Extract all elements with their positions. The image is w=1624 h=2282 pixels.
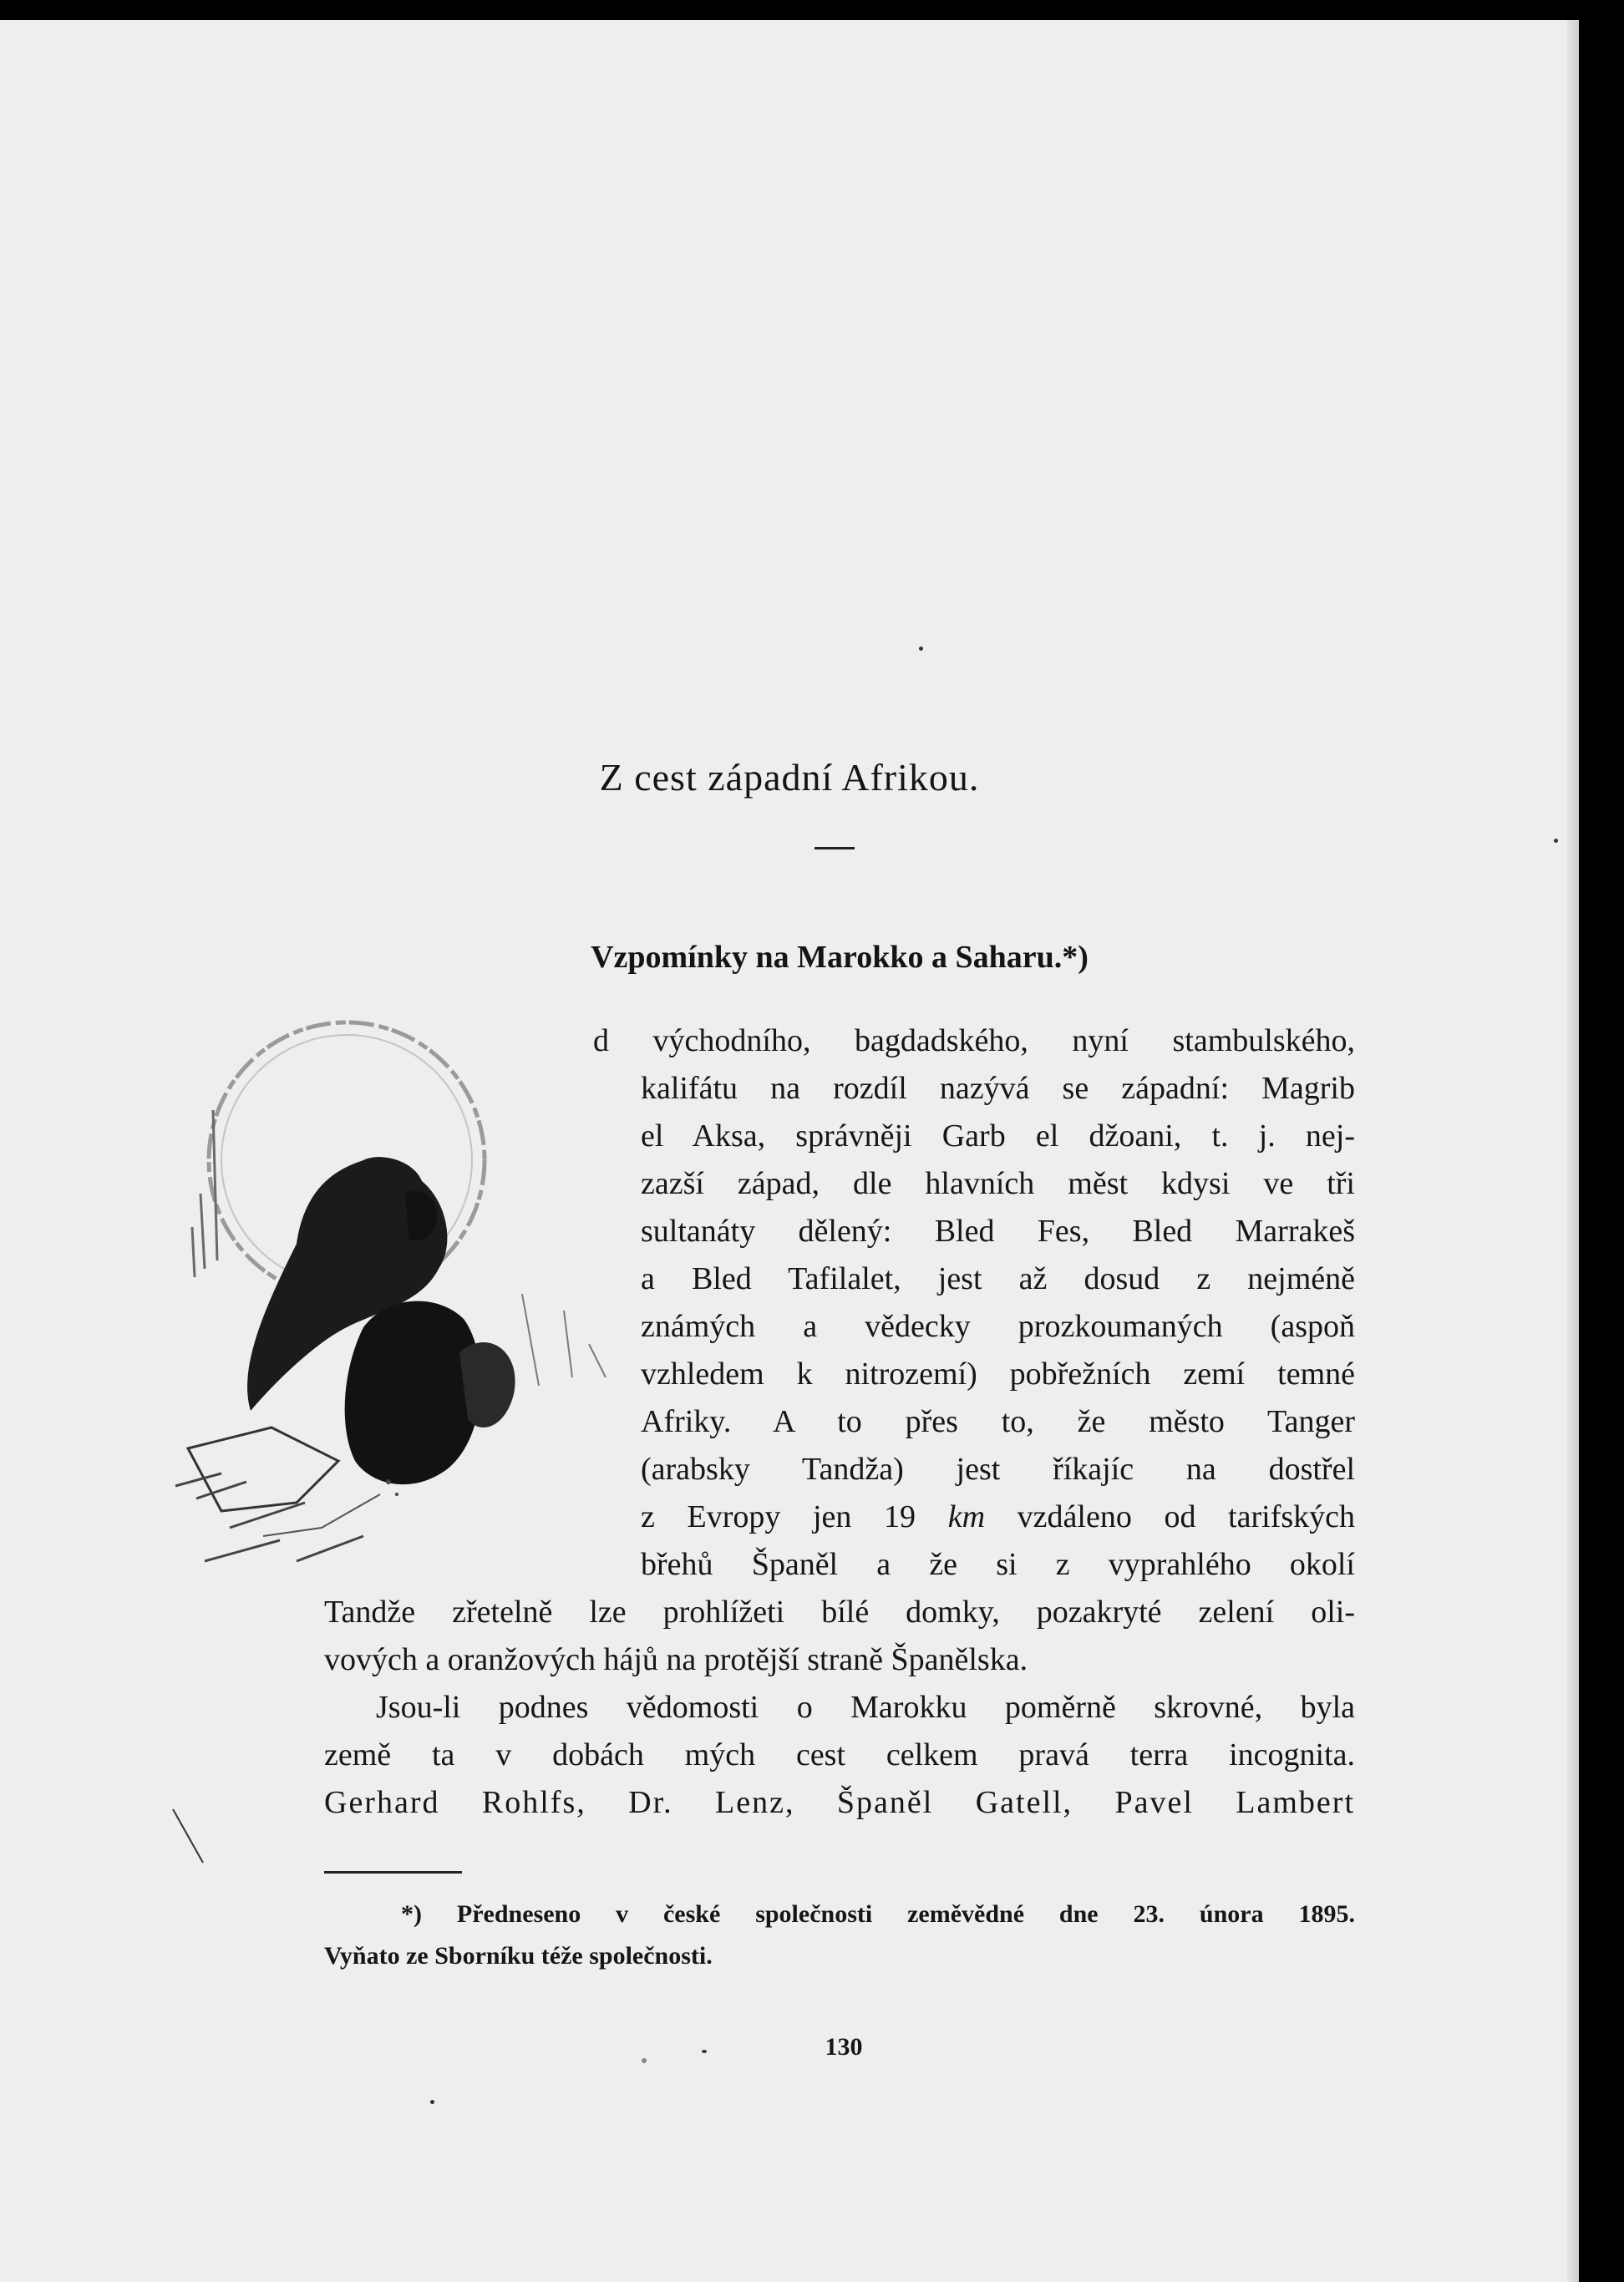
initial-o-illustration	[171, 993, 627, 1578]
body-line-1: d východního, bagdadského, nyní stambulského,	[593, 1023, 1355, 1058]
book-page	[0, 20, 1579, 2282]
footnote-divider	[324, 1871, 462, 1874]
page-edge	[1567, 20, 1579, 2282]
speck	[919, 647, 923, 651]
body-line-7: známých a vědecky prozkoumaných (aspoň	[641, 1309, 1355, 1344]
body-line-4: zazší západ, dle hlavních měst kdysi ve tři	[641, 1166, 1355, 1201]
body-line-16: země ta v dobách mých cest celkem pravá terra incognita.	[324, 1737, 1355, 1772]
title-divider	[815, 847, 855, 849]
body-line-13: Tandže zřetelně lze prohlížeti bílé domky, pozakryté zelení oli-	[324, 1595, 1355, 1630]
body-line-8: vzhledem k nitrozemí) pobřežních zemí temné	[641, 1357, 1355, 1392]
body-line-6: a Bled Tafilalet, jest až dosud z nejméně	[641, 1261, 1355, 1296]
body-line-5: sultanáty dělený: Bled Fes, Bled Marrakeš	[641, 1214, 1355, 1249]
footnote-line-2: Vyňato ze Sborníku téže společnosti.	[324, 1942, 713, 1970]
body-line-12: břehů Španěl a že si z vyprahlého okolí	[641, 1547, 1355, 1582]
body-line-15: Jsou-li podnes vědomosti o Marokku poměrně skrovné, byla	[376, 1690, 1355, 1725]
speck	[642, 2058, 647, 2063]
body-line-11-end: vzdáleno od tarifských	[1017, 1499, 1356, 1534]
footnote-line-1: *) Předneseno v české společnosti zeměvědné dne 23. února 1895.	[401, 1900, 1355, 1928]
body-line-3: el Aksa, správněji Garb el džoani, t. j. nej-	[641, 1118, 1355, 1154]
body-line-11	[641, 1497, 1355, 1537]
body-line-2: kalifátu na rozdíl nazývá se západní: Magrib	[641, 1071, 1355, 1106]
margin-scratch	[171, 1808, 205, 1866]
speck	[702, 2050, 707, 2053]
speck	[430, 2100, 434, 2104]
chapter-title: Z cest západní Afrikou.	[599, 756, 980, 799]
chapter-subtitle: Vzpomínky na Marokko a Saharu.*)	[591, 940, 1089, 975]
body-line-9: Afriky. A to přes to, že město Tanger	[641, 1404, 1355, 1439]
body-line-14: vových a oranžových hájů na protější straně Španělska.	[324, 1642, 1028, 1677]
unit-km: km	[947, 1499, 986, 1534]
page-number: 130	[825, 2033, 863, 2061]
body-line-11-start: z Evropy jen 19	[641, 1499, 916, 1534]
body-line-17: Gerhard Rohlfs, Dr. Lenz, Španěl Gatell, Pavel Lambert	[324, 1785, 1355, 1820]
body-line-10: (arabsky Tandža) jest říkajíc na dostřel	[641, 1452, 1355, 1487]
speck	[1554, 839, 1558, 843]
